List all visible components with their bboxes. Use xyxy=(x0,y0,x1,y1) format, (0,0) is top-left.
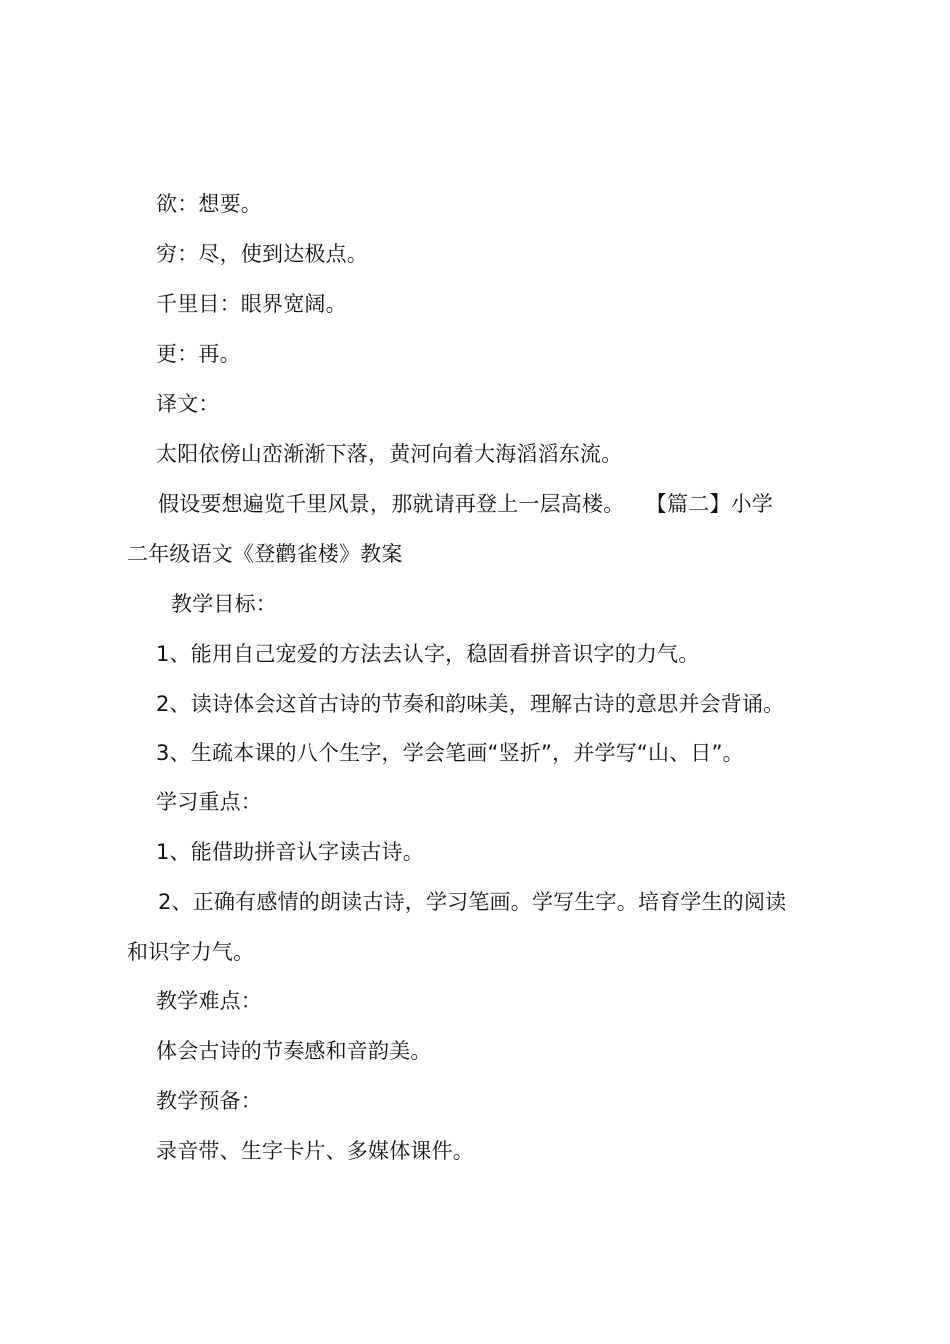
definition-geng: 更：再。 xyxy=(156,342,241,366)
teaching-goals-heading: 教学目标： xyxy=(171,592,277,616)
learning-focus-2-continued: 和识字力气。 xyxy=(127,940,255,964)
teaching-preparation-text: 录音带、生字卡片、多媒体课件。 xyxy=(156,1139,474,1163)
learning-focus-heading: 学习重点： xyxy=(156,790,262,814)
teaching-goal-2: 2、读诗体会这首古诗的节奏和韵味美，理解古诗的意思并会背诵。 xyxy=(156,692,785,716)
translation-heading: 译文： xyxy=(156,392,220,416)
translation-line-2: 假设要想遍览千里风景，那就请再登上一层高楼。 【篇二】小学 xyxy=(158,492,773,516)
teaching-goal-3: 3、生疏本课的八个生字，学会笔画“竖折”，并学写“山、日”。 xyxy=(156,741,744,765)
definition-qiong: 穷：尽，使到达极点。 xyxy=(156,242,368,266)
section-title: 二年级语文《登鹳雀楼》教案 xyxy=(127,542,403,566)
learning-focus-1: 1、能借助拼音认字读古诗。 xyxy=(156,840,424,864)
teaching-difficulty-heading: 教学难点： xyxy=(156,989,262,1013)
teaching-preparation-heading: 教学预备： xyxy=(156,1089,262,1113)
translation-line-1: 太阳依傍山峦渐渐下落，黄河向着大海滔滔东流。 xyxy=(156,442,623,466)
teaching-goal-1: 1、能用自己宠爱的方法去认字，稳固看拼音识字的力气。 xyxy=(156,642,700,666)
teaching-difficulty-text: 体会古诗的节奏感和音韵美。 xyxy=(156,1039,432,1063)
learning-focus-2: 2、正确有感情的朗读古诗，学习笔画。学写生字。培育学生的阅读 xyxy=(158,890,787,914)
definition-qianlimu: 千里目：眼界宽阔。 xyxy=(156,292,347,316)
definition-yu: 欲：想要。 xyxy=(156,192,262,216)
